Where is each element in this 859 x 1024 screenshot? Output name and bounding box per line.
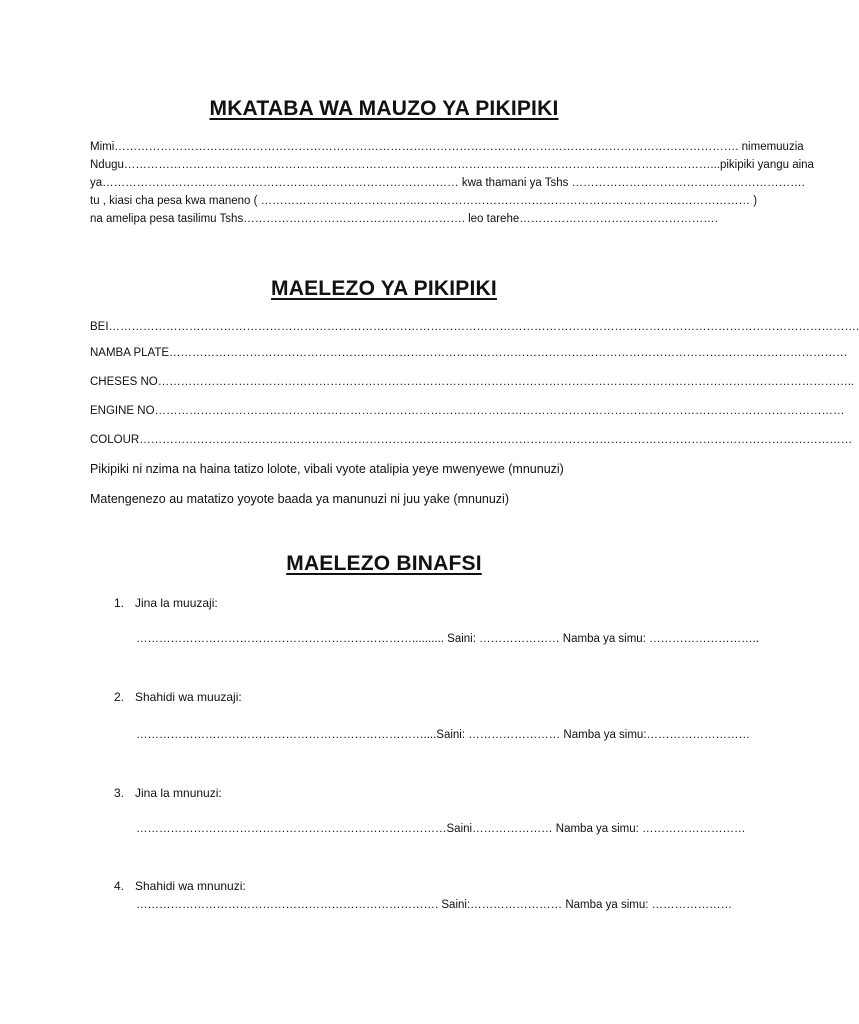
detail-row-namba-plate: NAMBA PLATE…………………………………………………………………………………………………………………………………………………………… xyxy=(90,347,848,359)
signature-line-buyer-witness: ……………………………………………………………………. Saini:…………………… Namba ya simu: ………………… xyxy=(136,899,733,911)
list-item-buyer xyxy=(114,786,222,800)
detail-row-bei: BEI……………………………………………………………………………………………………………………………………………………………………………. xyxy=(90,321,859,333)
signature-line-seller-witness: …………………………………………………………………....Saini: …………………… Namba ya simu:……………………… xyxy=(136,729,751,741)
signature-line-buyer: ………………………………………………………………………Saini………………… Namba ya simu: ……………………… xyxy=(136,823,746,835)
list-item-buyer-witness xyxy=(114,879,246,893)
signature-line-seller: ……………………………………………………………….......... Saini: ………………… Namba ya simu: ……………………….. xyxy=(136,633,759,645)
repairs-statement: Matengenezo au matatizo yoyote baada ya manunuzi ni juu yake (mnunuzi) xyxy=(90,492,510,506)
contract-line-buyer: Ndugu………………………………………………………………………………………………………………………………………...pikipiki yangu aina xyxy=(90,159,814,171)
item-number: 3. xyxy=(114,786,125,800)
contract-line-amount-words: tu , kiasi cha pesa kwa maneno ( …………………………………..…………………………………………………………………………… ) xyxy=(90,195,758,207)
contract-title: MKATABA WA MAUZO YA PIKIPIKI xyxy=(209,97,559,120)
list-item-seller-witness xyxy=(114,690,242,704)
detail-row-engine-no: ENGINE NO……………………………………………………………………………………………………………………………………………………………… xyxy=(90,405,845,417)
detail-row-cheses-no: CHESES NO……………………………………………………………………………………………………………………………………………………………….. xyxy=(90,376,855,388)
contract-line-seller: Mimi………………………………………………………………………………………………………………………………………………. nimemuuzia xyxy=(90,141,804,153)
list-item-seller xyxy=(114,596,218,610)
personal-title: MAELEZO BINAFSI xyxy=(286,552,482,575)
condition-statement: Pikipiki ni nzima na haina tatizo lolote, vibali vyote atalipia yeye mwenyewe (mnunuzi) xyxy=(90,462,564,476)
contract-line-type-price: ya………………………………………………………………………………… kwa thamani ya Tshs ……………………………………………………. xyxy=(90,177,805,189)
item-label: Jina la mnunuzi: xyxy=(135,786,222,800)
item-number: 1. xyxy=(114,596,125,610)
item-label: Jina la muuzaji: xyxy=(135,596,218,610)
contract-line-cash-date: na amelipa pesa tasilimu Tshs…………………………………………………. leo tarehe……………………………………………. xyxy=(90,213,718,225)
item-number: 4. xyxy=(114,879,125,893)
item-label: Shahidi wa mnunuzi: xyxy=(135,879,246,893)
detail-row-colour: COLOUR…………………………………………………………………………………………………………………………………………………………………… xyxy=(90,434,853,446)
details-title: MAELEZO YA PIKIPIKI xyxy=(271,277,497,300)
item-number: 2. xyxy=(114,690,125,704)
item-label: Shahidi wa muuzaji: xyxy=(135,690,242,704)
